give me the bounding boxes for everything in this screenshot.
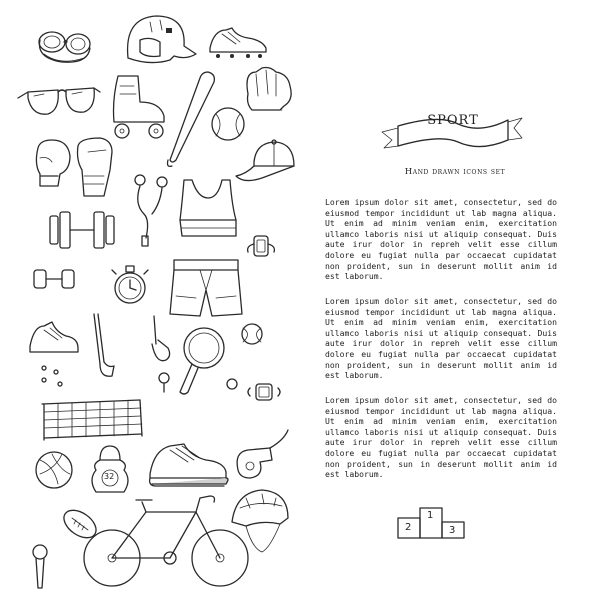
whistle-icon	[237, 430, 288, 478]
fitness-tracker-icon	[248, 236, 275, 256]
kettlebell-label: 32	[104, 472, 115, 481]
boxing-glove-icon	[36, 140, 70, 186]
running-shoe-icon	[150, 444, 228, 486]
podium-second-label: 2	[405, 522, 412, 533]
bicycle-icon	[84, 496, 248, 586]
smartwatch-icon	[248, 384, 280, 400]
page-title: SPORT	[427, 113, 479, 128]
soccer-cleat-icon	[210, 28, 266, 58]
tennis-ball-icon	[242, 324, 262, 344]
ping-pong-paddle-icon	[180, 328, 224, 394]
dumbbell-icon	[50, 212, 114, 248]
small-dumbbell-icon	[34, 270, 74, 288]
microphone-icon	[33, 545, 47, 588]
paragraph-2: Lorem ipsum dolor sit amet, consectetur, sed do eiusmod tempor incididunt ut lab magna aliqua. Ut enim ad minim veniam enim, exercitation ullamco laboris nisi ut aliquip consequat. Duis aute irur dolor in repreh velit esse cillum dolore eu fugiat nulla par occaecat cupidatat non proident, sun in deserunt mollit anim id est laborum.	[325, 296, 557, 381]
bicycle-helmet-icon	[232, 490, 288, 552]
earphones-icon	[135, 175, 167, 246]
hockey-stick-icon	[94, 314, 114, 376]
rugby-ball-icon	[59, 505, 101, 544]
paragraph-3: Lorem ipsum dolor sit amet, consectetur, sed do eiusmod tempor incididunt ut lab magna aliqua. Ut enim ad minim veniam enim, exercitation ullamco laboris nisi ut aliquip consequat. Duis aute irur dolor in repreh velit esse cillum dolore eu fugiat nulla par occaecat cupidatat non proident, sun in deserunt mollit anim id est laborum.	[325, 395, 557, 480]
volleyball-icon	[36, 452, 72, 488]
shorts-icon	[170, 260, 242, 316]
volleyball-net-icon	[42, 400, 142, 440]
baseball-helmet-icon	[128, 16, 196, 63]
kettlebell-icon	[92, 446, 128, 492]
stopwatch-icon	[112, 266, 148, 303]
roller-skate-icon	[114, 76, 165, 138]
cap-icon	[236, 140, 294, 181]
podium-third-label: 3	[449, 525, 456, 536]
golf-club-icon	[152, 316, 170, 392]
baseball-icon	[212, 108, 244, 140]
sports-bra-icon	[180, 180, 236, 236]
podium-first-label: 1	[427, 510, 434, 521]
baseball-bat-icon	[168, 72, 215, 166]
mma-glove-icon	[78, 138, 113, 196]
swim-goggles-icon	[39, 32, 90, 62]
sunglasses-icon	[18, 88, 100, 114]
paragraph-1: Lorem ipsum dolor sit amet, consectetur, sed do eiusmod tempor incididunt ut lab magna aliqua. Ut enim ad minim veniam enim, exercitation ullamco laboris nisi ut aliquip consequat. Duis aute irur dolor in repreh velit esse cillum dolore eu fugiat nulla par occaecat cupidatat non proident, sun in deserunt mollit anim id est laborum.	[325, 197, 557, 282]
ping-pong-ball-icon	[227, 379, 237, 389]
page-subtitle: Hand drawn icons set	[404, 167, 506, 177]
sneaker-icon	[30, 322, 78, 386]
baseball-glove-icon	[247, 68, 291, 111]
